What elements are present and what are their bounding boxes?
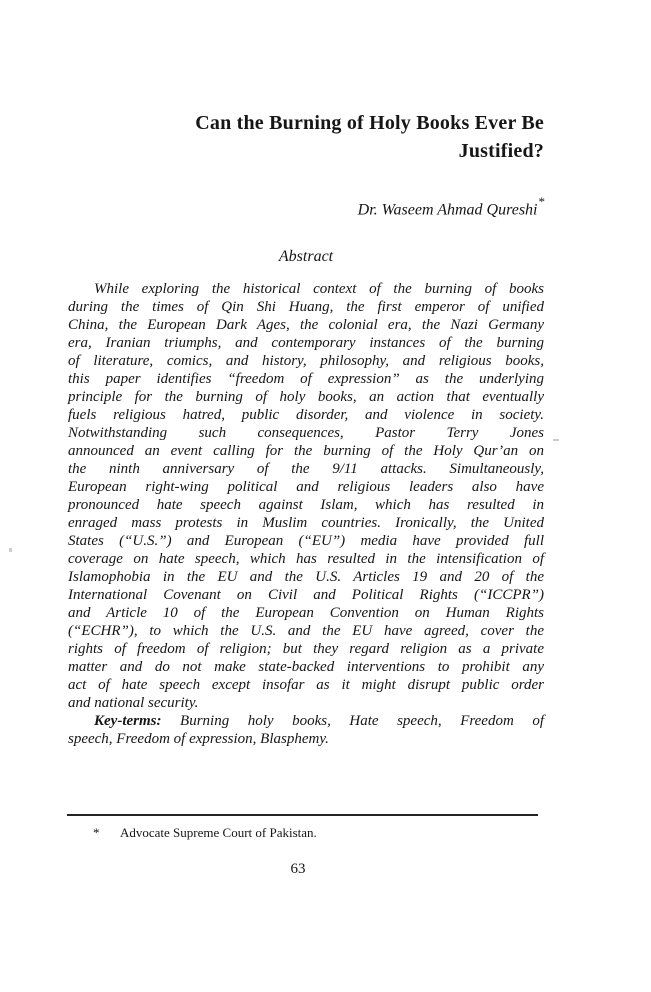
abstract-body (68, 280, 544, 748)
abstract-line: coverage on hate speech, which has resulted in the intensification of (68, 551, 544, 567)
abstract-line: of literature, comics, and history, philosophy, and religious books, (68, 353, 544, 369)
paper-title-line-2: Justified? (458, 140, 544, 162)
abstract-line: principle for the burning of holy books, an action that eventually (68, 389, 544, 405)
abstract-line: fuels religious hatred, public disorder, and violence in society. (68, 407, 544, 423)
abstract-line-last: and national security. (68, 695, 199, 711)
keyterms-line (68, 712, 544, 730)
paper-title-line-1: Can the Burning of Holy Books Ever Be (195, 112, 544, 134)
abstract-line: rights of freedom of religion; but they regard religion as a private (68, 641, 544, 657)
abstract-line: enraged mass protests in Muslim countries. Ironically, the United (68, 515, 544, 531)
abstract-line: act of hate speech except insofar as it might disrupt public order (68, 677, 544, 693)
abstract-line: matter and do not make state-backed interventions to prohibit any (68, 659, 544, 675)
author-name: Dr. Waseem Ahmad Qureshi (357, 201, 538, 219)
abstract-line: (“ECHR”), to which the U.S. and the EU have agreed, cover the (68, 623, 544, 639)
scan-artifact-speck (9, 548, 12, 552)
keyterms-text: Burning holy books, Hate speech, Freedom of (180, 713, 545, 729)
abstract-line: China, the European Dark Ages, the colonial era, the Nazi Germany (68, 317, 544, 333)
abstract-line: and Article 10 of the European Convention on Human Rights (68, 605, 544, 621)
abstract-line: Islamophobia in the EU and the U.S. Articles 19 and 20 of the (68, 569, 544, 585)
abstract-line: Notwithstanding such consequences, Pastor Terry Jones (68, 425, 544, 441)
abstract-line: era, Iranian triumphs, and contemporary instances of the burning (68, 335, 544, 351)
keyterms-label: Key-terms: (94, 713, 162, 729)
abstract-line: during the times of Qin Shi Huang, the first emperor of unified (68, 299, 544, 315)
abstract-line: While exploring the historical context of the burning of books (94, 281, 544, 297)
abstract-line: International Covenant on Civil and Political Rights (“ICCPR”) (68, 587, 544, 603)
abstract-line: announced an event calling for the burning of the Holy Qur’an on (68, 443, 544, 459)
abstract-line: the ninth anniversary of the 9/11 attacks. Simultaneously, (68, 461, 544, 477)
abstract-heading: Abstract (278, 248, 334, 265)
keyterms-line-last: speech, Freedom of expression, Blasphemy. (68, 731, 329, 747)
author-footnote-marker: * (538, 194, 545, 209)
paper-title (68, 109, 544, 165)
abstract-line: European right-wing political and religious leaders also have (68, 479, 544, 495)
page-number: 63 (290, 861, 306, 877)
abstract-line: States (“U.S.”) and European (“EU”) media have provided full (68, 533, 544, 549)
abstract-line: pronounced hate speech against Islam, which has resulted in (68, 497, 544, 513)
footnote-text: Advocate Supreme Court of Pakistan. (120, 825, 317, 840)
footnote-separator-rule (67, 814, 538, 816)
footnote-marker: * (93, 825, 100, 840)
author-byline (68, 193, 544, 221)
scan-artifact-speck (553, 439, 559, 441)
abstract-line: this paper identifies “freedom of expression” as the underlying (68, 371, 544, 387)
